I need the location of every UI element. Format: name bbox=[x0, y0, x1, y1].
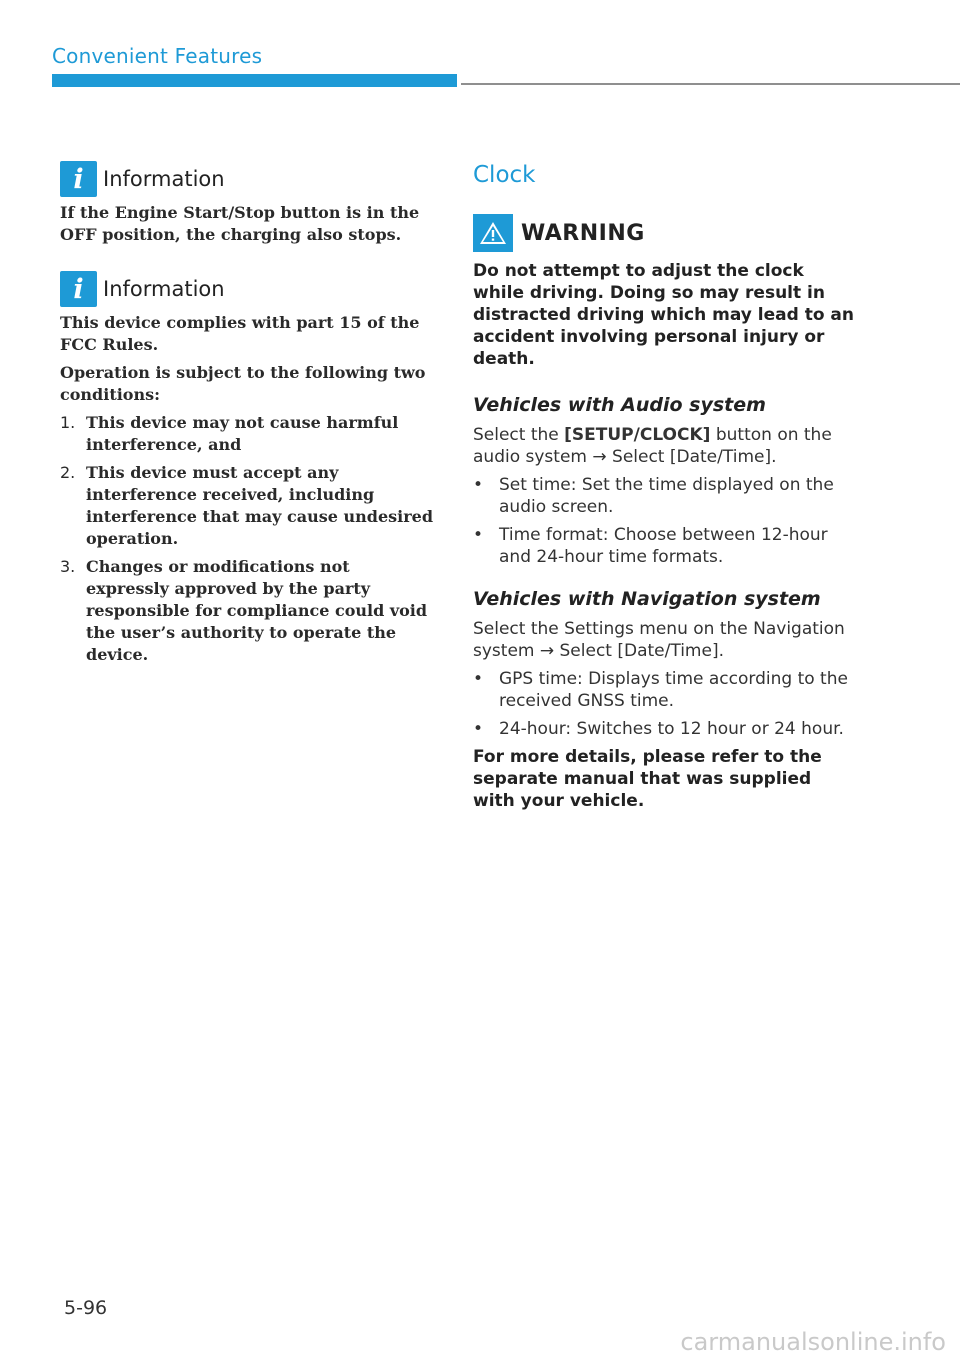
audio-heading: Vehicles with Audio system bbox=[473, 394, 766, 416]
condition-text: This device may not cause harmful interference, and bbox=[86, 413, 399, 454]
bullet-icon: • bbox=[473, 669, 484, 689]
audio-bullets bbox=[473, 474, 858, 568]
info-header-2 bbox=[60, 270, 436, 308]
condition-number: 1. bbox=[60, 413, 76, 432]
list-item bbox=[473, 718, 858, 740]
bullet-text: Time format: Choose between 12-hour and 24-hour time formats. bbox=[499, 525, 828, 567]
condition-item bbox=[60, 412, 436, 456]
fcc-statement: This device complies with part 15 of the FCC Rules. bbox=[60, 313, 420, 354]
warning-header bbox=[473, 214, 858, 252]
condition-number: 3. bbox=[60, 557, 76, 576]
condition-number: 2. bbox=[60, 463, 76, 482]
audio-intro bbox=[473, 424, 858, 468]
info-text: If the Engine Start/Stop button is in the OFF position, the charging also stops. bbox=[60, 203, 420, 244]
navigation-intro: Select the Settings menu on the Navigation system → Select [Date/Time]. bbox=[473, 619, 845, 661]
warning-title: WARNING bbox=[521, 220, 645, 246]
section-title: Convenient Features bbox=[52, 44, 263, 68]
list-item bbox=[473, 524, 858, 568]
right-column bbox=[473, 160, 858, 812]
list-item bbox=[473, 668, 858, 712]
condition-item bbox=[60, 462, 436, 550]
watermark: carmanualsonline.info bbox=[680, 1328, 946, 1356]
navigation-heading: Vehicles with Navigation system bbox=[473, 588, 821, 610]
header-accent-bar bbox=[52, 74, 457, 87]
info-header-1 bbox=[60, 160, 436, 198]
condition-text: Changes or modifications not expressly approved by the party responsible for compliance could void the user’s authority to operate the device. bbox=[86, 557, 428, 664]
warning-text: Do not attempt to adjust the clock while driving. Doing so may result in distracted driving which may lead to an accident involving personal injury or death. bbox=[473, 261, 855, 369]
more-details-note: For more details, please refer to the separate manual that was supplied with your vehicle. bbox=[473, 747, 822, 811]
page-number: 5-96 bbox=[64, 1297, 108, 1319]
bullet-icon: • bbox=[473, 719, 484, 739]
clock-heading: Clock bbox=[473, 162, 536, 188]
list-item bbox=[473, 474, 858, 518]
conditions-intro: Operation is subject to the following two conditions: bbox=[60, 363, 426, 404]
bullet-text: Set time: Set the time displayed on the audio screen. bbox=[499, 475, 834, 517]
bullet-text: 24-hour: Switches to 12 hour or 24 hour. bbox=[499, 719, 844, 739]
condition-text: This device must accept any interference received, including interference that may cause undesired operation. bbox=[86, 463, 434, 548]
bullet-icon: • bbox=[473, 525, 484, 545]
info-icon: i bbox=[60, 271, 97, 307]
info-icon: i bbox=[60, 161, 97, 197]
navigation-bullets bbox=[473, 668, 858, 740]
header-rule bbox=[461, 83, 960, 85]
audio-intro-post: button on the audio system → Select [Date/Time]. bbox=[473, 425, 832, 467]
info-title: Information bbox=[103, 277, 225, 301]
left-column bbox=[60, 160, 436, 672]
setup-clock-button-label: [SETUP/CLOCK] bbox=[564, 425, 711, 445]
bullet-icon: • bbox=[473, 475, 484, 495]
audio-intro-pre: Select the bbox=[473, 425, 565, 445]
warning-triangle-icon bbox=[473, 214, 513, 252]
info-title: Information bbox=[103, 167, 225, 191]
bullet-text: GPS time: Displays time according to the received GNSS time. bbox=[499, 669, 848, 711]
condition-item bbox=[60, 556, 436, 666]
